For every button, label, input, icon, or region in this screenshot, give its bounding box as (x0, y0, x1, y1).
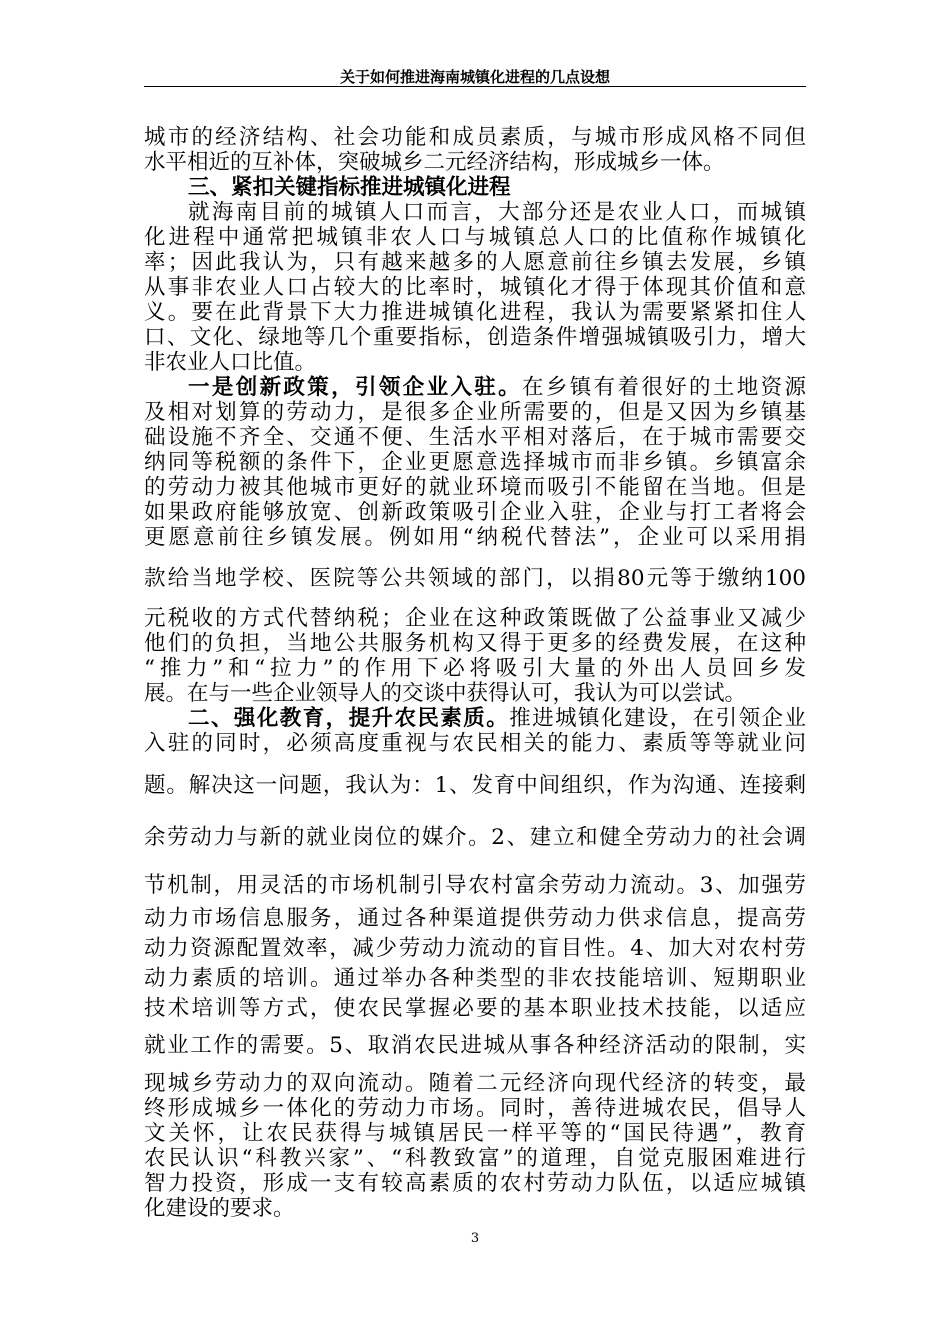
text-line: 余劳动力与新的就业岗位的媒介。2、建立和健全劳动力的社会调 (144, 825, 806, 850)
text-line: 入驻的同时，必须高度重视与农民相关的能力、素质等等就业问 (144, 731, 806, 756)
text-line: 智力投资，形成一支有较高素质的农村劳动力队伍，以适应城镇 (144, 1171, 806, 1196)
text-line: 城市的经济结构、社会功能和成员素质，与城市形成风格不同但 (144, 125, 806, 150)
paragraph-lead-text: 推进城镇化建设，在引领企业 (509, 706, 806, 731)
text-line: 就业工作的需要。5、取消农民进城从事各种经济活动的限制，实 (144, 1033, 806, 1058)
text-line: 化进程中通常把城镇非农人口与城镇总人口的比值称作城镇化 (144, 225, 806, 250)
text-line: 动力市场信息服务，通过各种渠道提供劳动力供求信息，提高劳 (144, 906, 806, 931)
text-line: 他们的负担，当地公共服务机构又得于更多的经费发展，在这种 (144, 631, 806, 656)
text-line: 款给当地学校、医院等公共领域的部门，以捐80元等于缴纳100 (144, 566, 806, 591)
header-rule (144, 86, 806, 87)
text-line: 的劳动力被其他城市更好的就业环境而吸引不能留在当地。但是 (144, 475, 806, 500)
section-heading: 三、紧扣关键指标推进城镇化进程 (188, 175, 511, 200)
running-header: 关于如何推进海南城镇化进程的几点设想 (339, 68, 610, 86)
text-line: 义。要在此背景下大力推进城镇化进程，我认为需要紧紧扣住人 (144, 300, 806, 325)
text-line: 础设施不齐全、交通不便、生活水平相对落后，在于城市需要交 (144, 425, 806, 450)
text-line: 展。在与一些企业领导人的交谈中获得认可，我认为可以尝试。 (144, 681, 747, 706)
text-line: 率；因此我认为，只有越来越多的人愿意前往乡镇去发展，乡镇 (144, 250, 806, 275)
text-line: 纳同等税额的条件下，企业更愿意选择城市而非乡镇。乡镇富余 (144, 450, 806, 475)
text-line: 化建设的要求。 (144, 1196, 295, 1221)
text-line: “推力”和“拉力”的作用下必将吸引大量的外出人员回乡发 (144, 656, 806, 681)
text-line: 动力资源配置效率，减少劳动力流动的盲目性。4、加大对农村劳 (144, 936, 806, 961)
page-number: 3 (470, 1231, 480, 1246)
text-line: 口、文化、绿地等几个重要指标，创造条件增强城镇吸引力，增大 (144, 325, 806, 350)
text-line: 就海南目前的城镇人口而言，大部分还是农业人口，而城镇 (188, 200, 806, 225)
text-line: 更愿意前往乡镇发展。例如用“纳税代替法”，企业可以采用捐 (144, 525, 806, 550)
paragraph-lead-bold: 一是创新政策，引领企业入驻。 (188, 375, 523, 400)
text-line: 及相对划算的劳动力，是很多企业所需要的，但是又因为乡镇基 (144, 400, 806, 425)
paragraph-lead-text: 在乡镇有着很好的土地资源 (522, 375, 806, 400)
text-line: 题。解决这一问题，我认为：1、发育中间组织，作为沟通、连接剩 (144, 773, 806, 798)
text-line: 水平相近的互补体，突破城乡二元经济结构，形成城乡一体。 (144, 150, 725, 175)
text-line: 农民认识“科教兴家”、“科教致富”的道理，自觉克服困难进行 (144, 1146, 806, 1171)
text-line: 技术培训等方式，使农民掌握必要的基本职业技术技能，以适应 (144, 996, 806, 1021)
text-line: 元税收的方式代替纳税；企业在这种政策既做了公益事业又减少 (144, 606, 806, 631)
text-line: 节机制，用灵活的市场机制引导农村富余劳动力流动。3、加强劳 (144, 873, 806, 898)
text-line: 终形成城乡一体化的劳动力市场。同时，善待进城农民，倡导人 (144, 1096, 806, 1121)
text-line: 现城乡劳动力的双向流动。随着二元经济向现代经济的转变，最 (144, 1071, 806, 1096)
paragraph-lead-bold: 二、强化教育，提升农民素质。 (188, 706, 510, 731)
text-line: 非农业人口比值。 (144, 350, 317, 375)
text-line: 如果政府能够放宽、创新政策吸引企业入驻，企业与打工者将会 (144, 500, 806, 525)
text-line: 动力素质的培训。通过举办各种类型的非农技能培训、短期职业 (144, 966, 806, 991)
text-line: 从事非农业人口占较大的比率时，城镇化才得于体现其价值和意 (144, 275, 806, 300)
text-line: 文关怀，让农民获得与城镇居民一样平等的“国民待遇”，教育 (144, 1121, 806, 1146)
